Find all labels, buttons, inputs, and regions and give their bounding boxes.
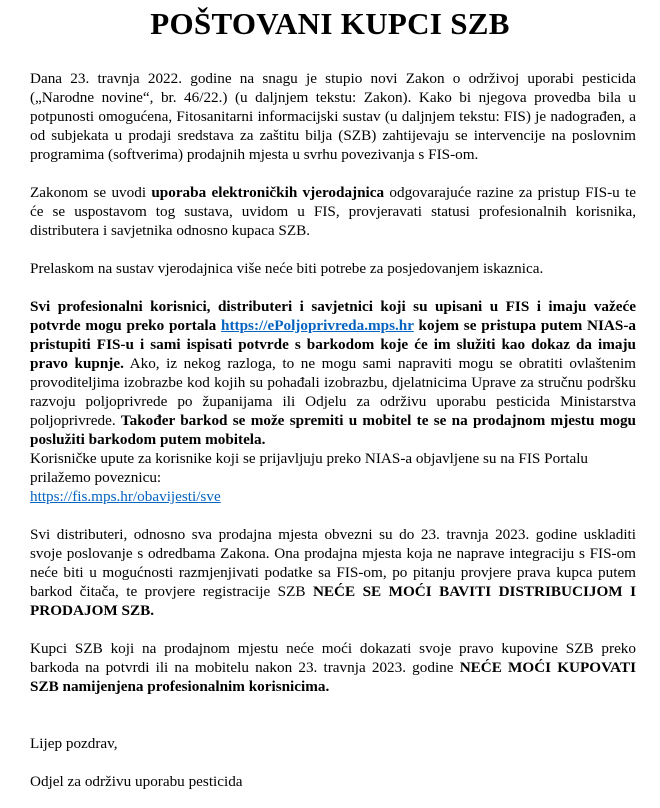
page-title: POŠTOVANI KUPCI SZB [150,6,510,41]
emphasis-nias: kojem se pristupa putem NIAS-a pristupiti FIS-u i sami ispisati potvrde s barkodom koje će im služiti kao dokaz da imaju pravo kupnje. [30,317,636,372]
paragraph-certificates [30,297,636,449]
text: Svi distributeri, odnosno sva prodajna mjesta obvezni su do 23. travnja 2023. godine uskladiti svoje poslovanje s odredbama Zakona. Ona prodajna mjesta koja ne naprave integraciju s FIS-om neće biti u mogućnosti razmjenjivati podatke sa FIS-om, po pitanju provjere prava kupca putem barkod čitača, te provjere registracije SZB [30,526,636,600]
paragraph-instructions [30,449,636,506]
link-epoljoprivreda[interactable]: https://ePoljoprivreda.mps.hr [221,317,414,334]
emphasis-credentials: uporaba elektroničkih vjerodajnica [151,184,385,201]
emphasis-mobile-barcode: Također barkod se može spremiti u mobitel te se na prodajnom mjestu mogu poslužiti barkodom putem mobitela. [30,412,636,448]
text: odgovarajuće razine za pristup FIS-u te će se uspostavom tog sustava, uvidom u FIS, provjeravati statusi profesionalnih korisnika, distributera i savjetnika odnosno kupaca SZB. [30,184,636,239]
greeting: Lijep pozdrav, [30,735,118,752]
link-fis-portal[interactable]: https://fis.mps.hr/obavijesti/sve [30,488,221,505]
text: Korisničke upute za korisnike koji se prijavljuju preko NIAS-a objavljene su na FIS Portalu prilažemo poveznicu: [30,450,589,486]
letter-body [30,69,636,791]
emphasis-purchase-ban: NEĆE MOĆI KUPOVATI SZB namijenjena profesionalnim korisnicima. [30,659,636,695]
emphasis-distribution-ban: NEĆE SE MOĆI BAVITI DISTRIBUCIJOM I PRODAJOM SZB. [30,583,636,619]
emphasis-users: Svi profesionalni korisnici, distributeri i savjetnici koji su upisani u FIS i imaju važeće potvrde mogu preko portala [30,298,636,334]
paragraph-no-cards: Prelaskom na sustav vjerodajnica više neće biti potrebe za posjedovanjem iskaznica. [30,260,544,277]
paragraph-credentials [30,183,636,240]
text: Ako, iz nekog razloga, to ne mogu sami napraviti mogu se obratiti ovlaštenim provoditeljima izobrazbe kod kojih su pohađali izobrazbu, djelatnicima Uprave za stručnu podršku razvoju poljoprivrede po županijama ili Odjelu za održivu uporabu pesticida Ministarstva poljoprivrede. [30,355,636,429]
paragraph-buyers [30,639,636,696]
paragraph-distributors [30,525,636,620]
signature: Odjel za održivu uporabu pesticida [30,773,243,790]
paragraph-law-intro: Dana 23. travnja 2022. godine na snagu je stupio novi Zakon o održivoj uporabi pesticida („Narodne novine“, br. 46/22.) (u daljnjem tekstu: Zakon). Kako bi njegova provedba bila u potpunosti omogućena, Fitosanitarni informacijski sustav (u daljnjem tekstu: FIS) je nadograđen, a od subjekata u prodaji sredstava za zaštitu bilja (SZB) zahtijevaju se intervencije na poslovnim programima (softverima) prodajnih mjesta u svrhu povezivanja s FIS-om. [30,70,636,163]
text: Kupci SZB koji na prodajnom mjestu neće moći dokazati svoje pravo kupovine SZB preko barkoda na potvrdi ili na mobitelu nakon 23. travnja 2023. godine [30,640,636,676]
text: Zakonom se uvodi [30,184,152,201]
